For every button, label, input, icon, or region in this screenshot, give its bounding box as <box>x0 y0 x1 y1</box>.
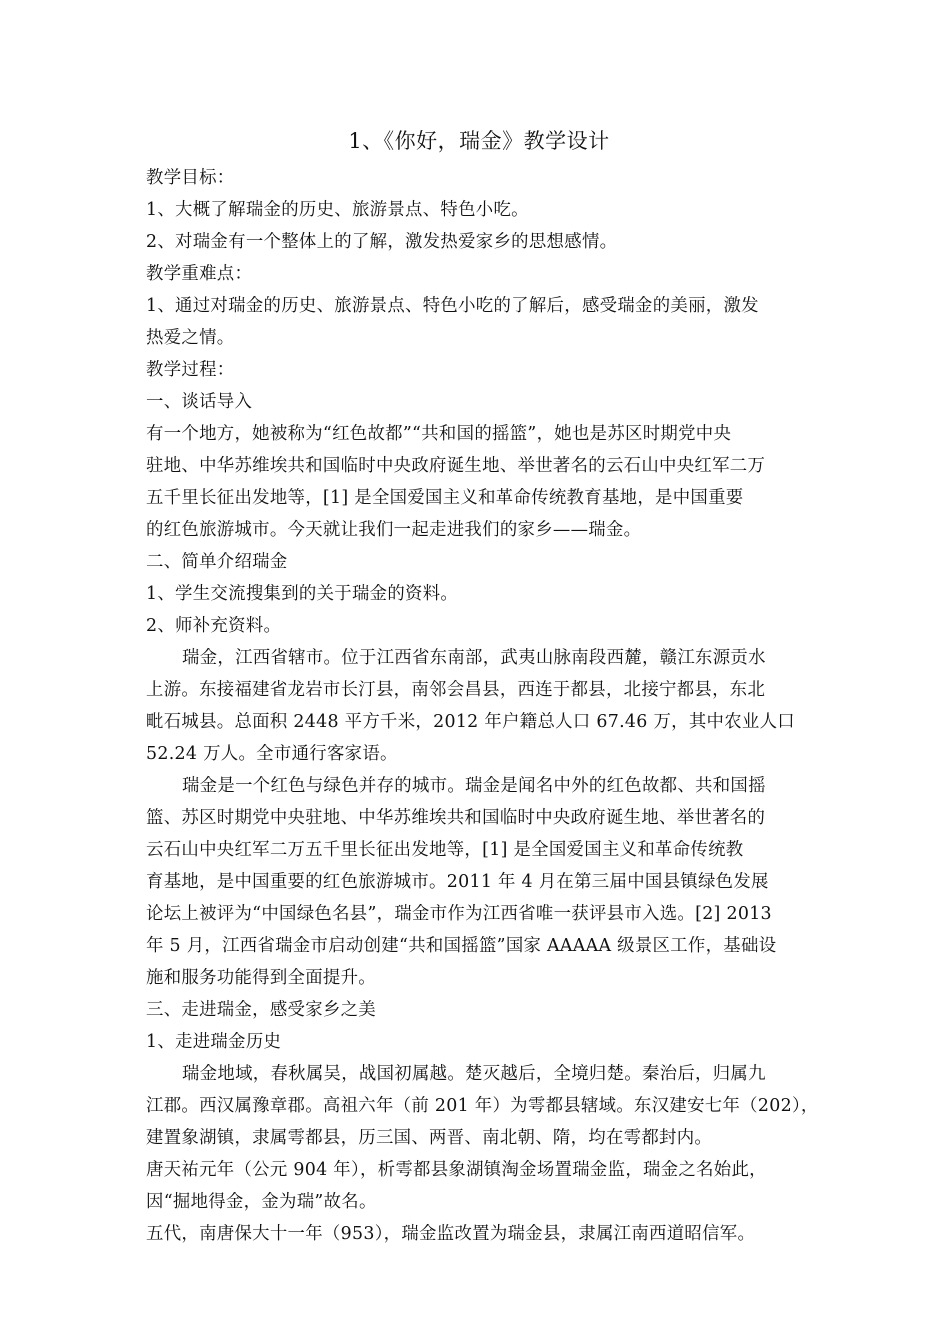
text-line: 年 5 月，江西省瑞金市启动创建“共和国摇篮”国家 AAAAA 级景区工作，基础设 <box>146 936 777 956</box>
document-page <box>146 124 819 1250</box>
text-line: 施和服务功能得到全面提升。 <box>146 968 376 988</box>
text-line: 因“掘地得金，金为瑞”故名。 <box>146 1192 377 1212</box>
text-line: 建置象湖镇，隶属雩都县，历三国、两晋、南北朝、隋，均在雩都封内。 <box>146 1128 713 1148</box>
text-line: 教学过程： <box>146 360 235 380</box>
text-line: 瑞金地域，春秋属吴，战国初属越。楚灭越后，全境归楚。秦治后，归属九 <box>182 1064 766 1084</box>
text-line: 五代，南唐保大十一年（953），瑞金监改置为瑞金县，隶属江南西道昭信军。 <box>146 1224 756 1244</box>
text-line: 教学重难点： <box>146 264 253 284</box>
text-line: 唐天祐元年（公元 904 年），析雩都县象湖镇淘金场置瑞金监，瑞金之名始此， <box>146 1160 767 1180</box>
text-line: 云石山中央红军二万五千里长征出发地等，[1] 是全国爱国主义和革命传统教 <box>146 840 744 860</box>
text-line: 1、大概了解瑞金的历史、旅游景点、特色小吃。 <box>146 200 529 220</box>
text-line: 瑞金，江西省辖市。位于江西省东南部，武夷山脉南段西麓，赣江东源贡水 <box>182 648 766 668</box>
text-line: 篮、苏区时期党中央驻地、中华苏维埃共和国临时中央政府诞生地、举世著名的 <box>146 808 766 828</box>
text-line: 2、对瑞金有一个整体上的了解，激发热爱家乡的思想感情。 <box>146 232 618 252</box>
text-line: 一、谈话导入 <box>146 392 253 412</box>
text-line: 驻地、中华苏维埃共和国临时中央政府诞生地、举世著名的云石山中央红军二万 <box>146 456 766 476</box>
text-line: 2、师补充资料。 <box>146 616 282 636</box>
text-line: 三、走进瑞金，感受家乡之美 <box>146 1000 376 1020</box>
text-line: 52.24 万人。全市通行客家语。 <box>146 744 398 764</box>
text-line: 的红色旅游城市。今天就让我们一起走进我们的家乡——瑞金。 <box>146 520 642 540</box>
text-line: 二、简单介绍瑞金 <box>146 552 288 572</box>
text-line: 毗石城县。总面积 2448 平方千米，2012 年户籍总人口 67.46 万，其中农业人口 <box>146 712 795 732</box>
text-line: 热爱之情。 <box>146 328 235 348</box>
text-line: 育基地，是中国重要的红色旅游城市。2011 年 4 月在第三届中国县镇绿色发展 <box>146 872 769 892</box>
text-line: 1、通过对瑞金的历史、旅游景点、特色小吃的了解后，感受瑞金的美丽，激发 <box>146 296 759 316</box>
text-line: 瑞金是一个红色与绿色并存的城市。瑞金是闻名中外的红色故都、共和国摇 <box>182 776 766 796</box>
text-line: 1、学生交流搜集到的关于瑞金的资料。 <box>146 584 459 604</box>
document-body <box>146 162 819 1250</box>
text-line: 上游。东接福建省龙岩市长汀县，南邻会昌县，西连于都县，北接宁都县，东北 <box>146 680 766 700</box>
text-line: 1、走进瑞金历史 <box>146 1032 282 1052</box>
text-line: 有一个地方，她被称为“红色故都”“共和国的摇篮”，她也是苏区时期党中央 <box>146 424 732 444</box>
text-line: 五千里长征出发地等，[1] 是全国爱国主义和革命传统教育基地，是中国重要 <box>146 488 744 508</box>
text-line: 论坛上被评为“中国绿色名县”，瑞金市作为江西省唯一获评县市入选。[2] 2013 <box>146 904 772 924</box>
text-line: 教学目标： <box>146 168 235 188</box>
text-line: 江郡。西汉属豫章郡。高祖六年（前 201 年）为雩都县辖域。东汉建安七年（202）， <box>146 1096 819 1116</box>
document-title: 1、《你好，瑞金》教学设计 <box>348 129 610 153</box>
